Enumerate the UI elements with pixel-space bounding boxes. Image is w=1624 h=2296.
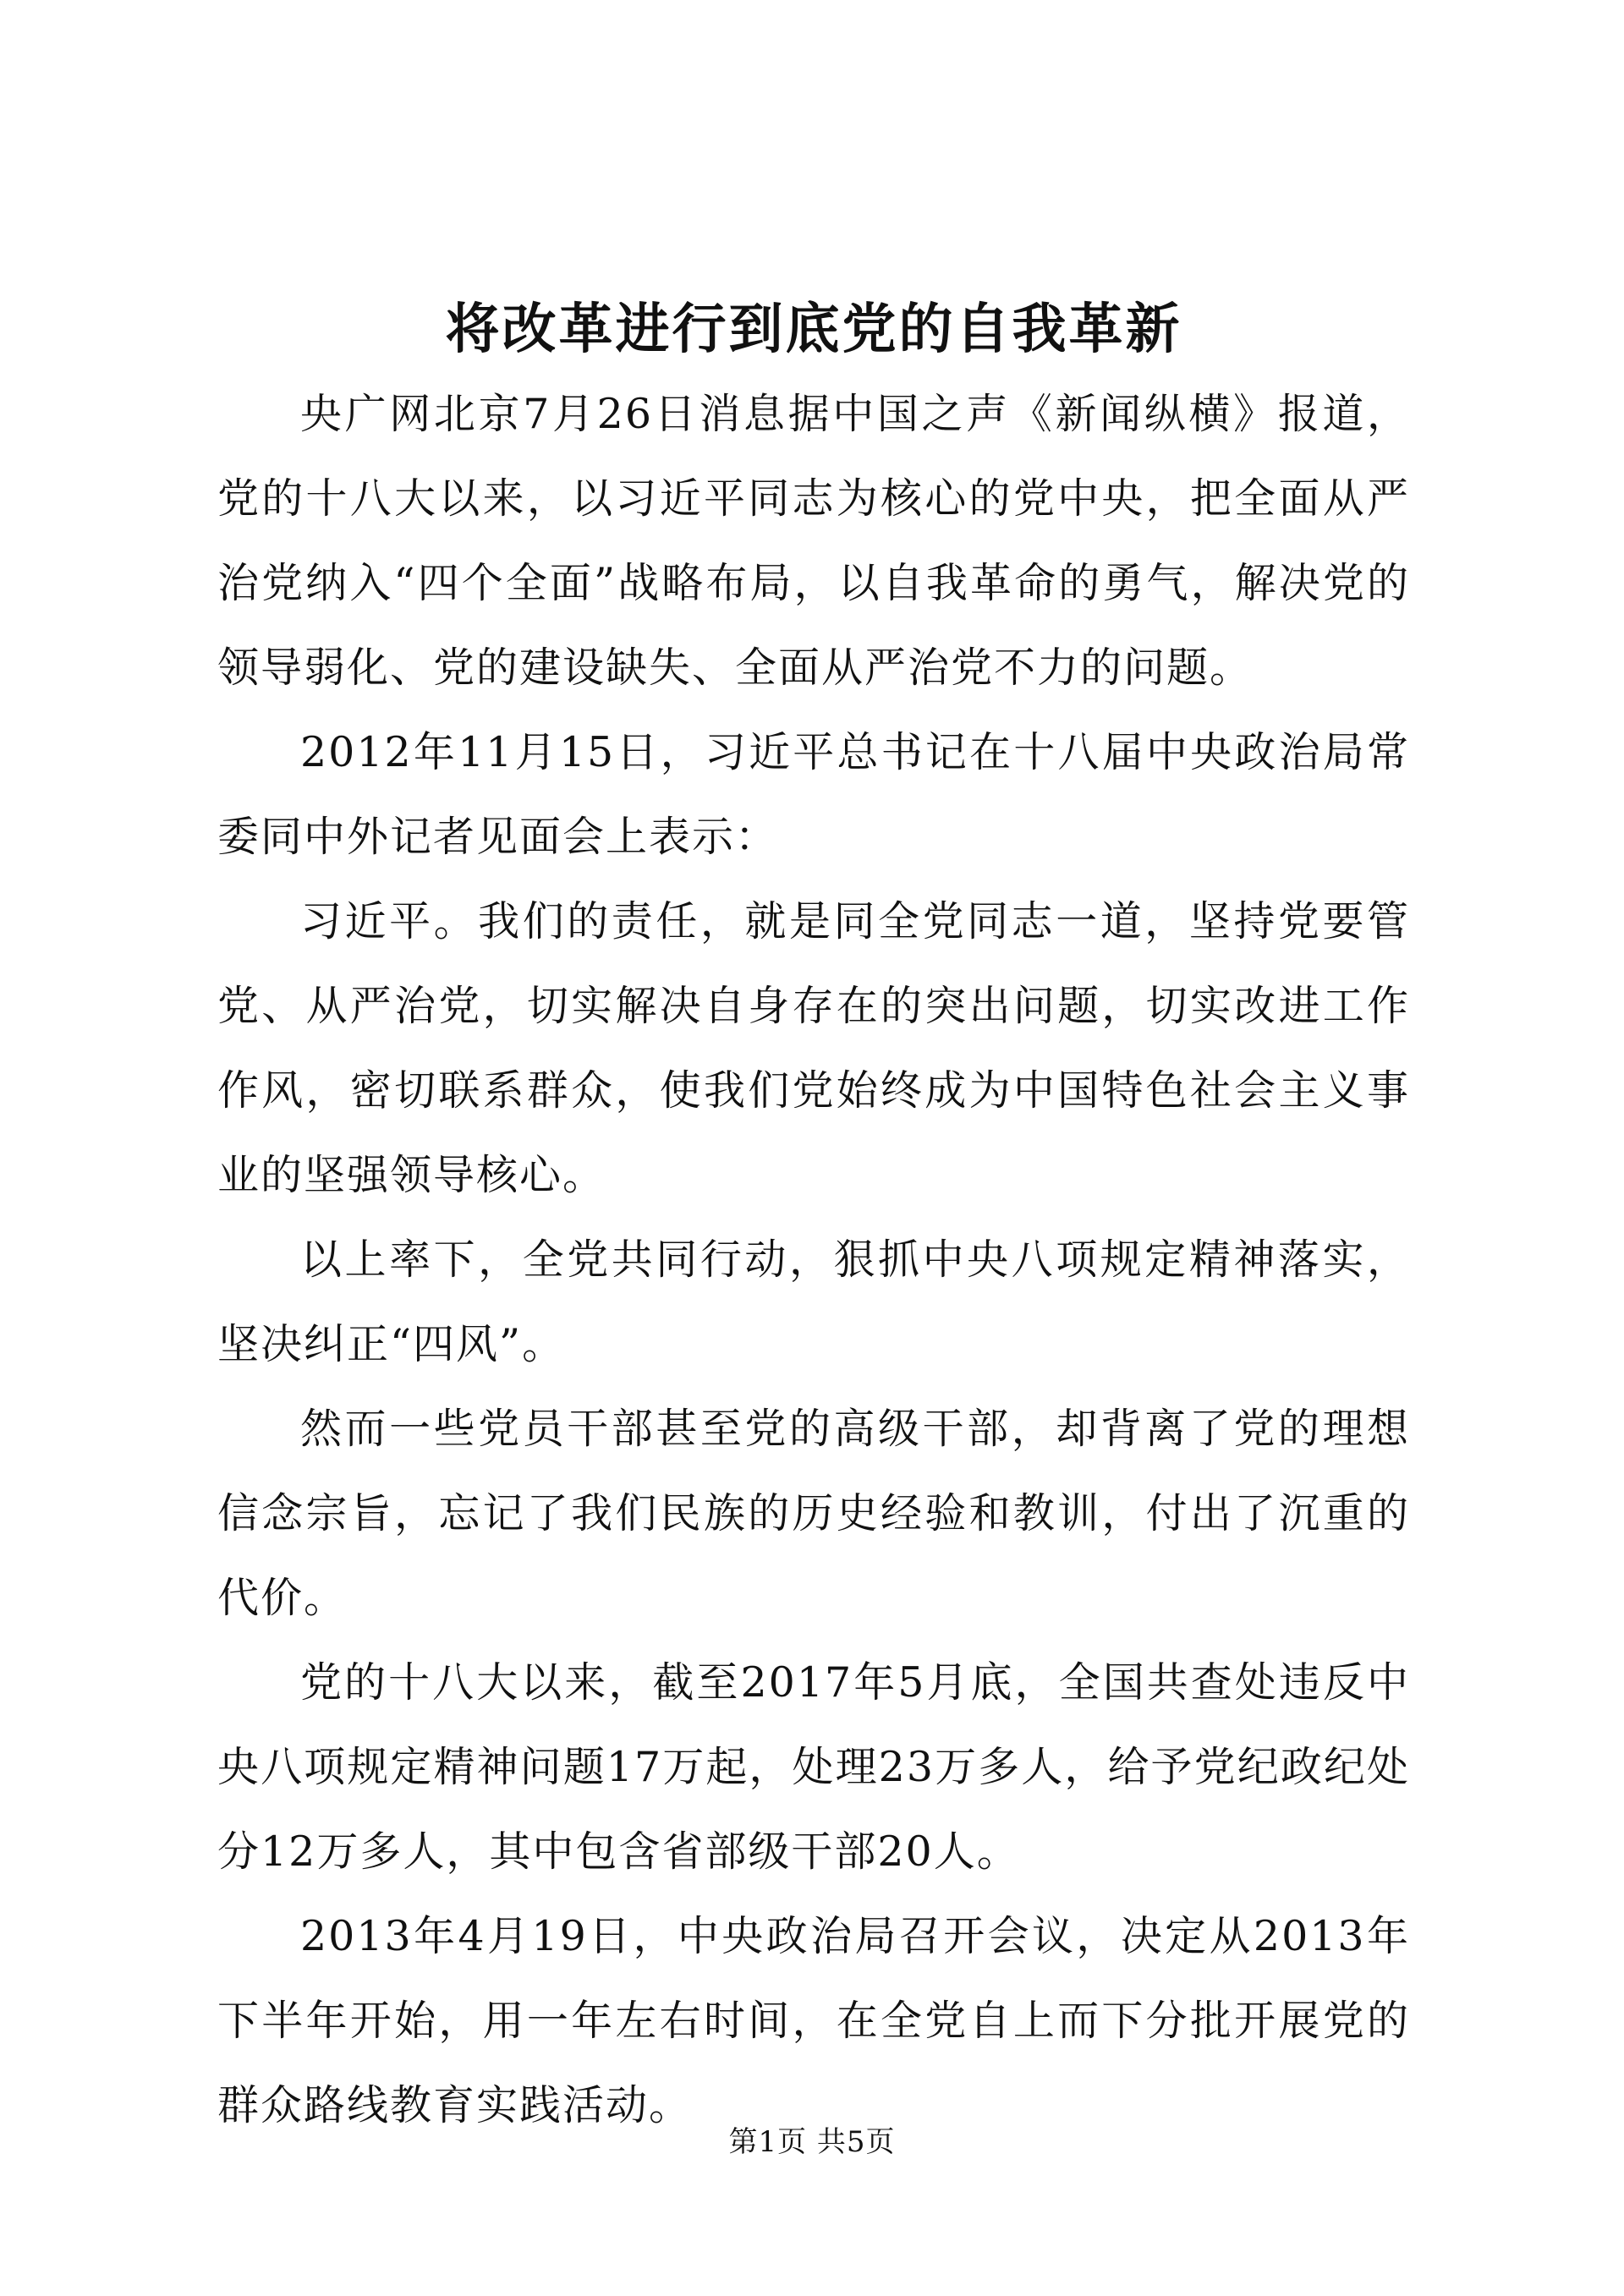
document-body: [217, 288, 1410, 2148]
document-title: 将改革进行到底党的自我革新: [445, 298, 1182, 361]
paragraph: 央广网北京7月26日消息据中国之声《新闻纵横》报道，党的十八大以来，以习近平同志为核心的党中央，把全面从严治党纳入“四个全面”战略布局，以自我革命的勇气，解决党的领导弱化、党的建设缺失、全面从严治党不力的问题。: [217, 390, 1410, 692]
paragraph: 然而一些党员干部甚至党的高级干部，却背离了党的理想信念宗旨，忘记了我们民族的历史经验和教训，付出了沉重的代价。: [217, 1405, 1410, 1622]
paragraph: 2013年4月19日，中央政治局召开会议，决定从2013年下半年开始，用一年左右时间，在全党自上而下分批开展党的群众路线教育实践活动。: [217, 1912, 1410, 2129]
page-number-footer: 第1页 共5页: [728, 2125, 896, 2159]
paragraph: 2012年11月15日，习近平总书记在十八届中央政治局常委同中外记者见面会上表示：: [217, 728, 1410, 861]
paragraph: 习近平。我们的责任，就是同全党同志一道，坚持党要管党、从严治党，切实解决自身存在的突出问题，切实改进工作作风，密切联系群众，使我们党始终成为中国特色社会主义事业的坚强领导核心。: [217, 897, 1410, 1199]
paragraph: 以上率下，全党共同行动，狠抓中央八项规定精神落实，坚决纠正“四风”。: [217, 1236, 1410, 1368]
paragraph: 党的十八大以来，截至2017年5月底，全国共查处违反中央八项规定精神问题17万起，处理23万多人，给予党纪政纪处分12万多人，其中包含省部级干部20人。: [217, 1658, 1410, 1876]
